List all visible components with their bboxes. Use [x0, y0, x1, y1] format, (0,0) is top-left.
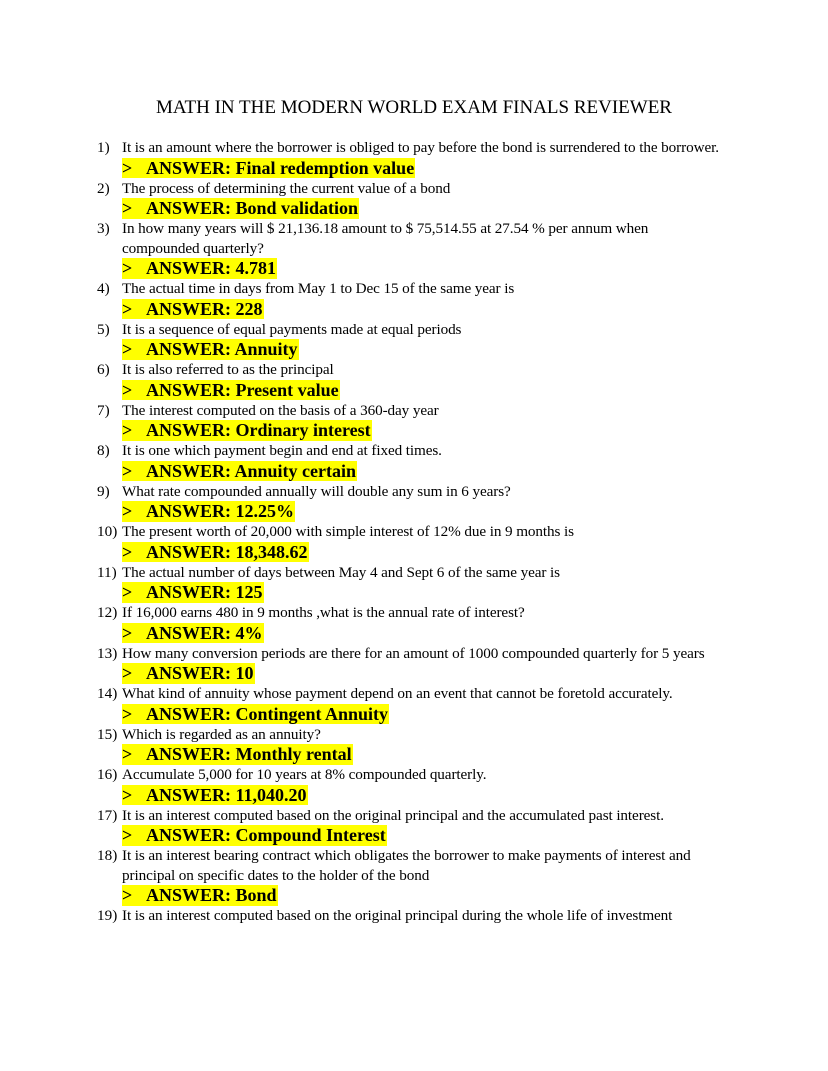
answer-highlight: [122, 158, 415, 179]
question-number: 13): [97, 644, 118, 662]
answer-highlight: [122, 744, 353, 765]
answer-text: ANSWER: 12.25%: [146, 501, 295, 521]
question-text: The interest computed on the basis of a 360-day year: [122, 401, 439, 419]
list-item: [97, 725, 729, 766]
arrow-marker: >: [122, 157, 133, 178]
question-text: It is one which payment begin and end at fixed times.: [122, 442, 442, 459]
answer-highlight: [122, 582, 264, 603]
answer-highlight: [122, 704, 389, 725]
question-text: The process of determining the current value of a bond: [122, 179, 451, 197]
question-text: The actual number of days between May 4 and Sept 6 of the same year is: [122, 563, 560, 581]
question-text: What rate compounded annually will double any sum in 6 years?: [122, 482, 511, 500]
question-text: Accumulate 5,000 for 10 years at 8% compounded quarterly.: [122, 766, 487, 783]
answer-highlight: [122, 542, 309, 563]
arrow-marker: >: [122, 298, 133, 319]
answer-highlight: [122, 785, 308, 806]
question-text: It is an interest bearing contract which obligates the borrower to make payments of interest and principal on specific dates to the holder of the bond: [122, 847, 691, 884]
arrow-marker: >: [122, 885, 133, 905]
answer-highlight: [122, 885, 278, 906]
arrow-marker: >: [122, 198, 133, 218]
question-text: It is also referred to as the principal: [122, 361, 334, 378]
list-item: [97, 806, 729, 847]
list-item: [97, 279, 729, 320]
answer-text: ANSWER: Bond validation: [146, 198, 359, 218]
arrow-marker: >: [122, 379, 133, 400]
answer-highlight: [122, 420, 372, 441]
question-number: 16): [97, 766, 118, 783]
answer-highlight: [122, 299, 264, 320]
answer-text: ANSWER: Bond: [146, 885, 277, 905]
answer-text: ANSWER: Annuity: [146, 339, 298, 359]
question-text: It is an amount where the borrower is obliged to pay before the bond is surrendered to the borrower.: [122, 139, 719, 156]
arrow-marker: >: [122, 460, 133, 481]
arrow-marker: >: [122, 420, 133, 440]
question-number: 7): [97, 401, 110, 419]
answer-text: ANSWER: Compound Interest: [146, 825, 386, 845]
question-text: If 16,000 earns 480 in 9 months ,what is the annual rate of interest?: [122, 604, 525, 621]
answer-text: ANSWER: Contingent Annuity: [146, 703, 389, 724]
question-number: 17): [97, 806, 118, 824]
list-item: [97, 563, 729, 604]
arrow-marker: >: [122, 703, 133, 724]
arrow-marker: >: [122, 501, 133, 521]
list-item: [97, 441, 729, 482]
answer-text: ANSWER: 228: [146, 298, 263, 319]
list-item: [97, 906, 729, 926]
question-number: 4): [97, 280, 110, 297]
answer-highlight: [122, 623, 264, 644]
question-text: It is an interest computed based on the original principal and the accumulated past interest.: [122, 806, 664, 824]
answer-text: ANSWER: Monthly rental: [146, 744, 352, 764]
question-number: 15): [97, 725, 118, 743]
question-text: It is an interest computed based on the original principal during the whole life of investment: [122, 907, 673, 924]
question-number: 10): [97, 523, 118, 540]
question-number: 18): [97, 847, 118, 864]
question-text: The present worth of 20,000 with simple interest of 12% due in 9 months is: [122, 523, 574, 540]
answer-text: ANSWER: Annuity certain: [146, 460, 357, 481]
list-item: [97, 401, 729, 442]
list-item: [97, 482, 729, 523]
question-number: 1): [97, 139, 110, 156]
answer-text: ANSWER: Final redemption value: [146, 157, 415, 178]
list-item: [97, 360, 729, 401]
question-text: In how many years will $ 21,136.18 amount to $ 75,514.55 at 27.54 % per annum when compounded quarterly?: [122, 220, 649, 257]
question-list: [97, 138, 729, 926]
page-title: MATH IN THE MODERN WORLD EXAM FINALS REVIEWER: [156, 97, 672, 118]
answer-highlight: [122, 501, 295, 522]
question-number: 11): [97, 563, 117, 581]
arrow-marker: >: [122, 784, 133, 805]
arrow-marker: >: [122, 541, 133, 562]
list-item: [97, 138, 729, 179]
arrow-marker: >: [122, 744, 133, 764]
list-item: [97, 179, 729, 220]
arrow-marker: >: [122, 582, 133, 602]
question-text: What kind of annuity whose payment depend on an event that cannot be foretold accurately.: [122, 685, 673, 702]
answer-highlight: [122, 663, 255, 684]
question-number: 3): [97, 220, 110, 237]
arrow-marker: >: [122, 622, 133, 643]
question-number: 9): [97, 482, 110, 500]
question-text: It is a sequence of equal payments made at equal periods: [122, 320, 462, 338]
list-item: [97, 320, 729, 361]
answer-highlight: [122, 461, 357, 482]
arrow-marker: >: [122, 663, 133, 683]
answer-text: ANSWER: 11,040.20: [146, 784, 307, 805]
answer-highlight: [122, 339, 299, 360]
answer-text: ANSWER: 18,348.62: [146, 541, 308, 562]
answer-text: ANSWER: 125: [146, 582, 263, 602]
list-item: [97, 603, 729, 644]
question-number: 2): [97, 179, 110, 197]
list-item: [97, 219, 729, 279]
list-item: [97, 522, 729, 563]
answer-text: ANSWER: 4%: [146, 622, 263, 643]
list-item: [97, 765, 729, 806]
answer-text: ANSWER: 10: [146, 663, 254, 683]
arrow-marker: >: [122, 339, 133, 359]
list-item: [97, 684, 729, 725]
question-number: 12): [97, 604, 118, 621]
list-item: [97, 846, 729, 906]
arrow-marker: >: [122, 258, 133, 278]
question-number: 5): [97, 320, 110, 338]
question-number: 19): [97, 907, 118, 924]
answer-text: ANSWER: Present value: [146, 379, 339, 400]
question-number: 8): [97, 442, 110, 459]
question-number: 14): [97, 685, 118, 702]
question-text: The actual time in days from May 1 to Dec 15 of the same year is: [122, 280, 515, 297]
answer-highlight: [122, 258, 277, 279]
answer-highlight: [122, 198, 359, 219]
list-item: [97, 644, 729, 685]
question-number: 6): [97, 361, 110, 378]
question-text: How many conversion periods are there for an amount of 1000 compounded quarterly for 5 years: [122, 644, 705, 662]
arrow-marker: >: [122, 825, 133, 845]
answer-text: ANSWER: Ordinary interest: [146, 420, 371, 440]
question-text: Which is regarded as an annuity?: [122, 725, 321, 743]
answer-highlight: [122, 380, 340, 401]
answer-text: ANSWER: 4.781: [146, 258, 277, 278]
answer-highlight: [122, 825, 387, 846]
